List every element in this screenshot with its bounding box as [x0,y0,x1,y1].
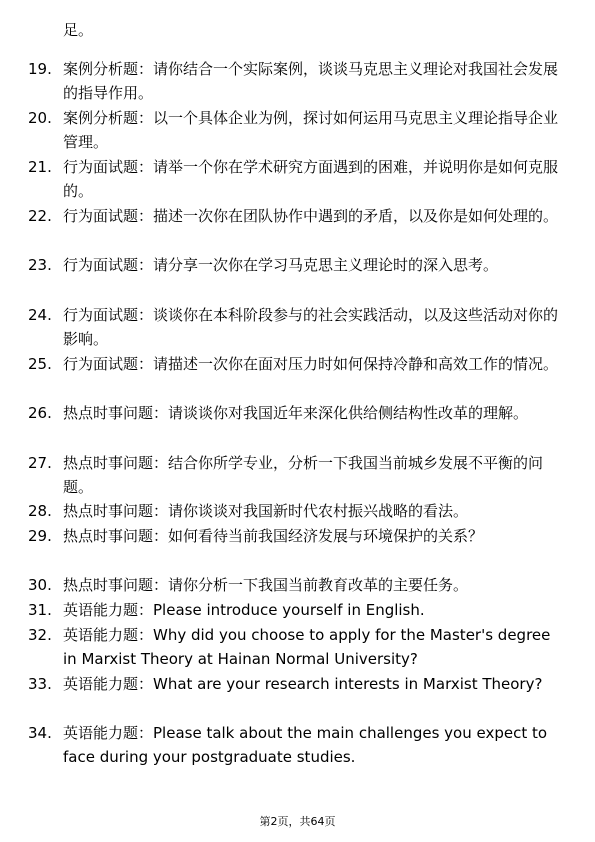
question-text: 热点时事问题：请谈谈你对我国近年来深化供给侧结构性改革的理解。 [63,404,529,422]
question-number: 30. [28,576,52,594]
question-text: 热点时事问题：请你分析一下我国当前教育改革的主要任务。 [63,576,469,594]
question-number: 22. [28,207,52,225]
question-item [28,303,563,351]
question-item [28,401,563,425]
question-item [28,352,563,376]
question-item [28,106,563,154]
question-text: 行为面试题：谈谈你在本科阶段参与的社会实践活动，以及这些活动对你的影响。 [63,306,559,348]
question-number: 25. [28,355,52,373]
question-text: 案例分析题：以一个具体企业为例，探讨如何运用马克思主义理论指导企业管理。 [63,109,559,151]
question-text: 案例分析题：请你结合一个实际案例，谈谈马克思主义理论对我国社会发展的指导作用。 [63,60,559,102]
question-number: 29. [28,527,52,545]
question-number: 28. [28,502,52,520]
question-item [28,623,563,671]
question-item [28,57,563,105]
question-number: 23. [28,256,52,274]
question-item [28,598,563,622]
question-text: 行为面试题：请描述一次你在面对压力时如何保持冷静和高效工作的情况。 [63,355,559,373]
question-item [28,524,563,548]
question-number: 26. [28,404,52,422]
question-text: 英语能力题：What are your research interests in Marxist Theory? [63,675,543,693]
question-number: 24. [28,306,52,324]
question-text: 行为面试题：请分享一次你在学习马克思主义理论时的深入思考。 [63,256,499,274]
question-item [28,253,563,277]
question-number: 32. [28,626,52,644]
question-text: 英语能力题：Why did you choose to apply for the Master's degree in Marxist Theory at Hainan Normal University? [63,626,551,668]
question-item [28,672,563,696]
question-text: 行为面试题：描述一次你在团队协作中遇到的矛盾，以及你是如何处理的。 [63,207,559,225]
question-number: 20. [28,109,52,127]
question-number: 21. [28,158,52,176]
page-footer: 第2页，共64页 [259,815,336,828]
question-text: 行为面试题：请举一个你在学术研究方面遇到的困难，并说明你是如何克服的。 [63,158,559,200]
question-number: 27. [28,454,52,472]
question-text: 热点时事问题：结合你所学专业，分析一下我国当前城乡发展不平衡的问题。 [63,454,544,496]
question-item [28,155,563,203]
question-item [28,721,563,769]
question-number: 31. [28,601,52,619]
question-number: 33. [28,675,52,693]
question-text: 热点时事问题：请你谈谈对我国新时代农村振兴战略的看法。 [63,502,469,520]
question-item [28,451,563,499]
question-text: 英语能力题：Please talk about the main challenges you expect to face during your postgraduate studies. [63,724,548,766]
question-number: 34. [28,724,52,742]
continued-text: 足。 [63,21,94,39]
question-number: 19. [28,60,52,78]
question-item [28,204,563,228]
question-item [28,573,563,597]
question-item [28,499,563,523]
question-text: 英语能力题：Please introduce yourself in English. [63,601,425,619]
question-text: 热点时事问题：如何看待当前我国经济发展与环境保护的关系？ [63,527,484,545]
